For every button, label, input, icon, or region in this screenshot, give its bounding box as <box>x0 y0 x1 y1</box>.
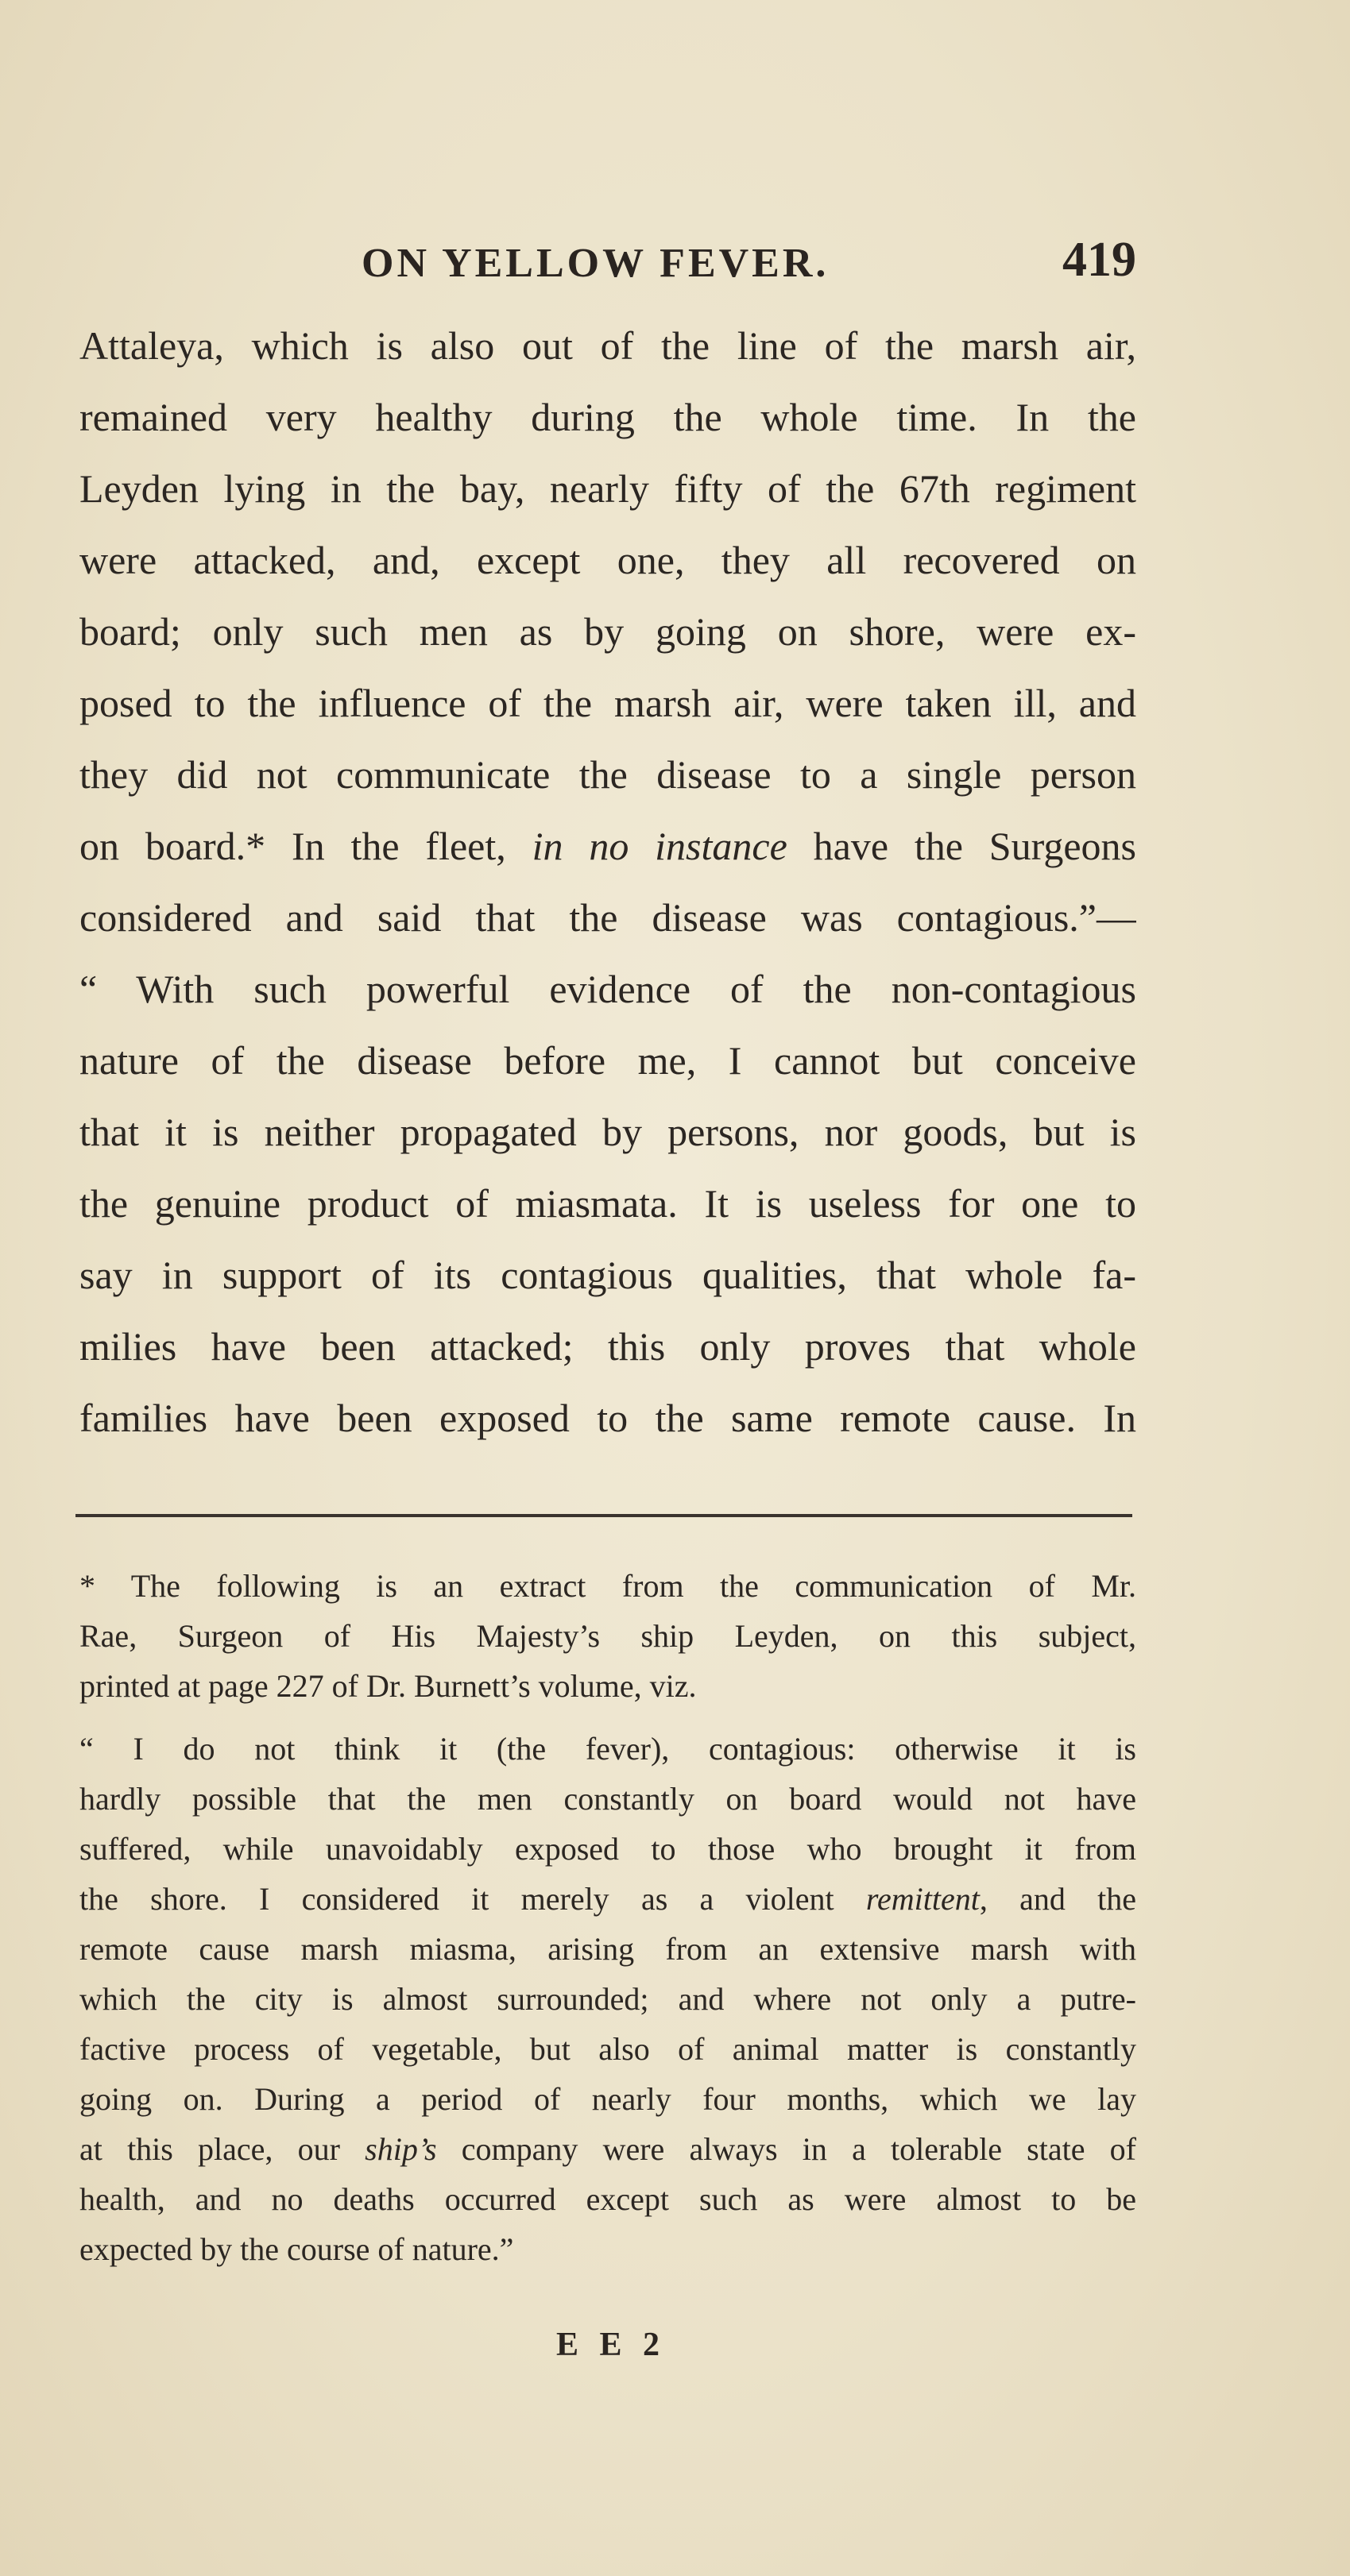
footnote-line: “ I do not think it (the fever), contagious: otherwise it is <box>79 1731 1136 1767</box>
text-line: nature of the disease before me, I cannot but conceive <box>79 1038 1136 1083</box>
page-number: 419 <box>1062 233 1136 287</box>
footnote-line: expected by the course of nature.” <box>79 2231 514 2267</box>
text-line: “ With such powerful evidence of the non-contagious <box>79 967 1136 1011</box>
footnote-line <box>79 1874 1136 1924</box>
footnote-line: printed at page 227 of Dr. Burnett’s volume, viz. <box>79 1668 697 1704</box>
text-segment: , and the <box>979 1881 1136 1917</box>
text-line: Attaleya, which is also out of the line of the marsh air, <box>79 323 1136 368</box>
signature-mark: E E 2 <box>556 2327 667 2363</box>
text-segment: on board.* In the fleet, <box>79 824 532 868</box>
text-line <box>79 810 1136 882</box>
footnote-rule <box>75 1514 1132 1517</box>
text-line: Leyden lying in the bay, nearly fifty of the 67th regiment <box>79 466 1136 511</box>
text-line: the genuine product of miasmata. It is useless for one to <box>79 1181 1136 1226</box>
footnote-line: factive process of vegetable, but also of animal matter is constantly <box>79 2031 1136 2067</box>
text-line: that it is neither propagated by persons, nor goods, but is <box>79 1110 1136 1154</box>
italic-word: ship’s <box>365 2131 437 2167</box>
footnote-line: which the city is almost surrounded; and where not only a putre- <box>79 1981 1136 2017</box>
text-line: board; only such men as by going on shore, were ex- <box>79 609 1136 654</box>
text-line: milies have been attacked; this only proves that whole <box>79 1324 1136 1369</box>
text-segment: the shore. I considered it merely as a violent <box>79 1881 866 1917</box>
text-segment: have the Surgeons <box>787 824 1136 868</box>
running-head: ON YELLOW FEVER. <box>362 241 830 286</box>
italic-phrase: in no instance <box>532 824 787 868</box>
main-text <box>79 310 1136 1454</box>
footnote-line: remote cause marsh miasma, arising from an extensive marsh with <box>79 1931 1136 1967</box>
text-segment: company were always in a tolerable state of <box>436 2131 1136 2167</box>
footnote-line: hardly possible that the men constantly on board would not have <box>79 1781 1136 1817</box>
footnote-line: suffered, while unavoidably exposed to those who brought it from <box>79 1831 1136 1867</box>
footnote-line <box>79 2124 1136 2174</box>
text-line: say in support of its contagious qualities, that whole fa- <box>79 1253 1136 1297</box>
text-line: they did not communicate the disease to a single person <box>79 752 1136 797</box>
text-line: posed to the influence of the marsh air, were taken ill, and <box>79 681 1136 725</box>
footnotes <box>79 1561 1136 2274</box>
footnote-gap <box>79 1711 1136 1724</box>
italic-word: remittent <box>865 1881 980 1917</box>
page-header <box>79 232 1136 303</box>
text-segment: at this place, our <box>79 2131 366 2167</box>
text-line: considered and said that the disease was contagious.”— <box>79 895 1136 940</box>
footnote-line: health, and no deaths occurred except such as were almost to be <box>79 2181 1136 2217</box>
footnote-line: * The following is an extract from the communication of Mr. <box>79 1568 1136 1604</box>
text-line: were attacked, and, except one, they all recovered on <box>79 538 1136 582</box>
text-line: remained very healthy during the whole time. In the <box>79 395 1136 439</box>
footnote-line: going on. During a period of nearly four months, which we lay <box>79 2081 1136 2117</box>
text-line: families have been exposed to the same remote cause. In <box>79 1396 1136 1440</box>
footnote-line: Rae, Surgeon of His Majesty’s ship Leyden, on this subject, <box>79 1618 1136 1654</box>
